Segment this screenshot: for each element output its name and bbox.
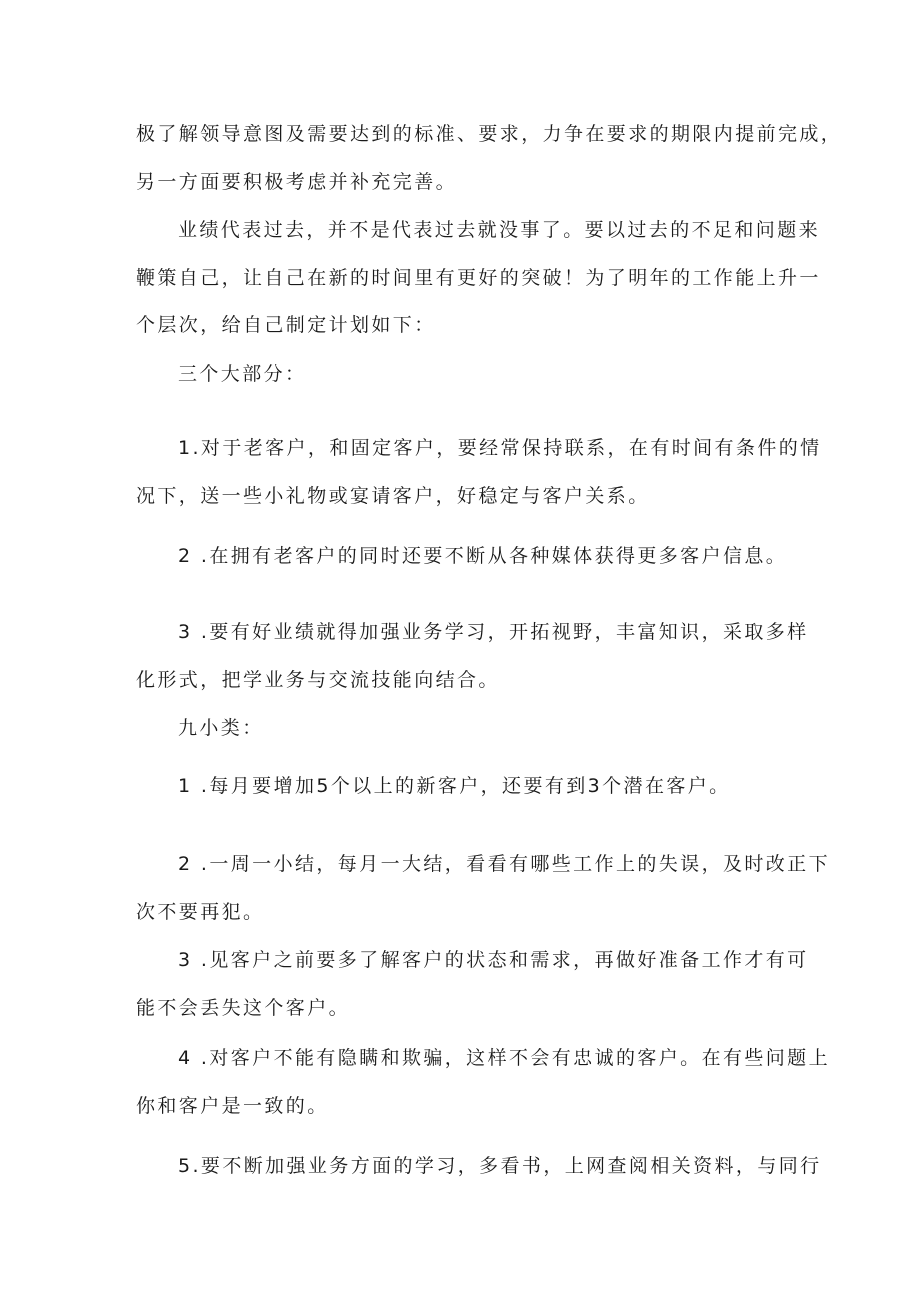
category-item-4-line-2: 你和客户是一致的。 — [136, 1095, 329, 1117]
part-item-1-line-1: 1.对于老客户，和固定客户，要经常保持联系，在有时间有条件的情 — [178, 437, 822, 459]
part-item-3-line-1: 3 .要有好业绩就得加强业务学习，开拓视野，丰富知识，采取多样 — [178, 621, 809, 643]
category-item-5-line-1: 5.要不断加强业务方面的学习，多看书，上网查阅相关资料，与同行 — [178, 1155, 822, 1177]
part-item-2: 2 .在拥有老客户的同时还要不断从各种媒体获得更多客户信息。 — [178, 545, 788, 567]
category-item-2-line-2: 次不要再犯。 — [136, 901, 265, 923]
paragraph-2-line-2: 鞭策自己，让自己在新的时间里有更好的突破！为了明年的工作能上升一 — [136, 267, 821, 289]
paragraph-2-line-3: 个层次，给自己制定计划如下： — [136, 314, 436, 336]
category-item-3-line-1: 3 .见客户之前要多了解客户的状态和需求，再做好准备工作才有可 — [178, 949, 809, 971]
part-item-3-line-2: 化形式，把学业务与交流技能向结合。 — [136, 669, 500, 691]
paragraph-1-line-2: 另一方面要积极考虑并补充完善。 — [136, 171, 458, 193]
paragraph-1-line-1: 极了解领导意图及需要达到的标准、要求，力争在要求的期限内提前完成， — [136, 123, 843, 145]
category-item-1: 1 .每月要增加5个以上的新客户，还要有到3个潜在客户。 — [178, 775, 731, 797]
category-item-4-line-1: 4 .对客户不能有隐瞒和欺骗，这样不会有忠诚的客户。在有些问题上 — [178, 1047, 830, 1069]
part-item-1-line-2: 况下，送一些小礼物或宴请客户，好稳定与客户关系。 — [136, 485, 650, 507]
section-heading-three-parts: 三个大部分： — [178, 363, 307, 385]
paragraph-2-line-1: 业绩代表过去，并不是代表过去就没事了。要以过去的不足和问题来 — [178, 219, 821, 241]
category-item-2-line-1: 2 .一周一小结，每月一大结，看看有哪些工作上的失误，及时改正下 — [178, 853, 830, 875]
section-heading-nine-categories: 九小类： — [178, 717, 264, 739]
category-item-3-line-2: 能不会丢失这个客户。 — [136, 997, 351, 1019]
